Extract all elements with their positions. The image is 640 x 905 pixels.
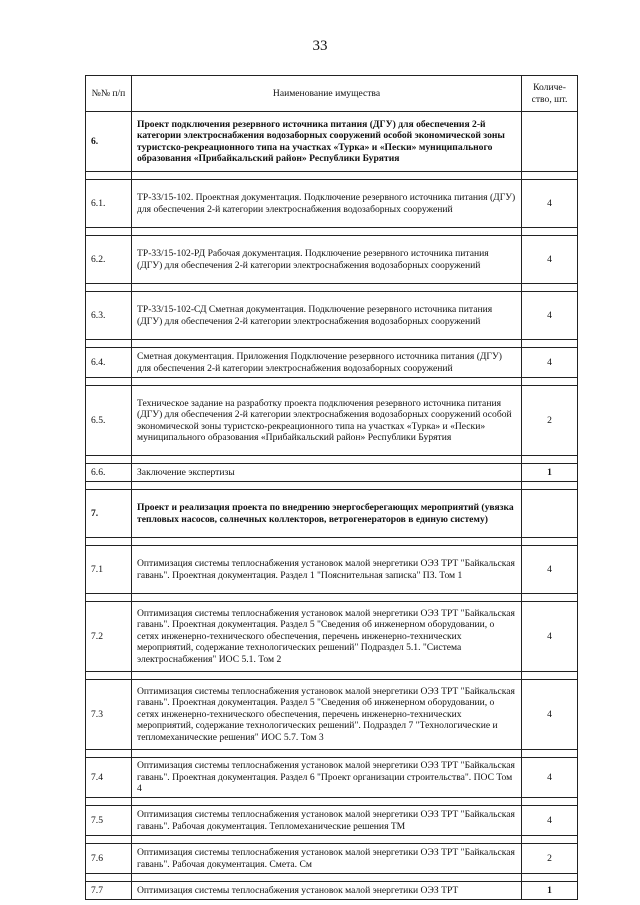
row-name: Оптимизация системы теплоснабжения установок малой энергетики ОЭЗ ТРТ "Байкальская гавань". Рабочая документация. Смета. См (132, 844, 522, 874)
row-qty (522, 112, 578, 172)
table-row (86, 490, 578, 538)
page-number: 33 (312, 38, 328, 54)
header-qty: Количе- ство, шт. (522, 76, 578, 112)
row-num: 7. (86, 490, 132, 538)
row-name: Оптимизация системы теплоснабжения установок малой энергетики ОЭЗ ТРТ "Байкальская гавань". Проектная документация. Раздел 5 "Сведения об инженерном оборудовании, о сетях инженерно-технического обеспечения, перечень инженерно-технических мероприятий, содержание технологических решений". Подраздел 7 "Технологические и тепломеханические решения" ИОС 5.7. Том 3 (132, 680, 522, 750)
row-name: Оптимизация системы теплоснабжения установок малой энергетики ОЭЗ ТРТ "Байкальская гавань". Проектная документация. Раздел 1 "Пояснительная записка" ПЗ. Том 1 (132, 546, 522, 594)
row-name: Оптимизация системы теплоснабжения установок малой энергетики ОЭЗ ТРТ (132, 882, 522, 900)
row-qty: 4 (522, 292, 578, 340)
row-qty: 4 (522, 546, 578, 594)
row-spacer (86, 340, 578, 348)
table-row (86, 602, 578, 672)
table-row (86, 758, 578, 798)
row-qty: 4 (522, 680, 578, 750)
row-num: 7.4 (86, 758, 132, 798)
table-row (86, 882, 578, 900)
row-name: ТР-33/15-102-СД Сметная документация. Подключение резервного источника питания (ДГУ) для обеспечения 2-й категории электроснабжения водозаборных сооружений (132, 292, 522, 340)
header-name: Наименование имущества (132, 76, 522, 112)
row-num: 7.3 (86, 680, 132, 750)
row-qty: 4 (522, 758, 578, 798)
row-qty: 4 (522, 602, 578, 672)
row-qty (522, 490, 578, 538)
row-num: 7.1 (86, 546, 132, 594)
header-num: №№ п/п (86, 76, 132, 112)
row-spacer (86, 798, 578, 806)
row-name: Проект подключения резервного источника питания (ДГУ) для обеспечения 2-й категории электроснабжения водозаборных сооружений особой экономической зоны туристско-рекреационного типа на участках «Турка» и «Пески» муниципального образования «Прибайкальский район» Республики Бурятия (132, 112, 522, 172)
table-row (86, 112, 578, 172)
row-qty: 4 (522, 806, 578, 836)
table-row (86, 292, 578, 340)
table-row (86, 236, 578, 284)
table-row (86, 680, 578, 750)
row-name: ТР-33/15-102. Проектная документация. Подключение резервного источника питания (ДГУ) для обеспечения 2-й категории электроснабжения водозаборных сооружений (132, 180, 522, 228)
row-spacer (86, 284, 578, 292)
row-spacer (86, 836, 578, 844)
row-name: Проект и реализация проекта по внедрению энергосберегающих мероприятий (увязка тепловых насосов, солнечных коллекторов, ветрогенераторов в единую систему) (132, 490, 522, 538)
row-spacer (86, 874, 578, 882)
row-spacer (86, 594, 578, 602)
row-num: 6.1. (86, 180, 132, 228)
table-row (86, 348, 578, 378)
row-num: 7.7 (86, 882, 132, 900)
row-name: Оптимизация системы теплоснабжения установок малой энергетики ОЭЗ ТРТ "Байкальская гавань". Проектная документация. Раздел 6 "Проект организации строительства". ПОС Том 4 (132, 758, 522, 798)
table-row (86, 180, 578, 228)
table-row (86, 464, 578, 482)
row-num: 6.6. (86, 464, 132, 482)
row-spacer (86, 456, 578, 464)
table-row (86, 806, 578, 836)
row-name: Оптимизация системы теплоснабжения установок малой энергетики ОЭЗ ТРТ "Байкальская гавань". Проектная документация. Раздел 5 "Сведения об инженерном оборудовании, о сетях инженерно-технического обеспечения, перечень инженерно-технических мероприятий, содержание технологических решений" Подраздел 5.1. "Система электроснабжения" ИОС 5.1. Том 2 (132, 602, 522, 672)
table-header-row (86, 76, 578, 112)
row-qty: 1 (522, 464, 578, 482)
row-spacer (86, 172, 578, 180)
row-name: Заключение экспертизы (132, 464, 522, 482)
row-spacer (86, 538, 578, 546)
row-qty: 2 (522, 844, 578, 874)
table-row (86, 546, 578, 594)
row-num: 7.6 (86, 844, 132, 874)
row-spacer (86, 378, 578, 386)
row-qty: 4 (522, 180, 578, 228)
row-qty: 4 (522, 348, 578, 378)
row-qty: 1 (522, 882, 578, 900)
table-row (86, 386, 578, 456)
table-row (86, 844, 578, 874)
row-num: 6.2. (86, 236, 132, 284)
row-name: ТР-33/15-102-РД Рабочая документация. Подключение резервного источника питания (ДГУ) для обеспечения 2-й категории электроснабжения водозаборных сооружений (132, 236, 522, 284)
row-name: Сметная документация. Приложения Подключение резервного источника питания (ДГУ) для обеспечения 2-й категории электроснабжения водозаборных сооружений (132, 348, 522, 378)
inventory-table (85, 75, 578, 900)
row-qty: 2 (522, 386, 578, 456)
row-num: 6.4. (86, 348, 132, 378)
row-name: Оптимизация системы теплоснабжения установок малой энергетики ОЭЗ ТРТ "Байкальская гавань". Рабочая документация. Тепломеханические решения ТМ (132, 806, 522, 836)
row-num: 7.2 (86, 602, 132, 672)
table-body (86, 112, 578, 900)
row-qty: 4 (522, 236, 578, 284)
row-num: 6.3. (86, 292, 132, 340)
row-spacer (86, 482, 578, 490)
row-num: 7.5 (86, 806, 132, 836)
row-spacer (86, 228, 578, 236)
row-num: 6. (86, 112, 132, 172)
row-name: Техническое задание на разработку проекта подключения резервного источника питания (ДГУ) для обеспечения 2-й категории электроснабжения водозаборных сооружений особой экономической зоны туристско-рекреационного типа на участках «Турка» и «Пески» муниципального образования «Прибайкальский район» Республики Бурятия (132, 386, 522, 456)
row-num: 6.5. (86, 386, 132, 456)
row-spacer (86, 750, 578, 758)
row-spacer (86, 672, 578, 680)
